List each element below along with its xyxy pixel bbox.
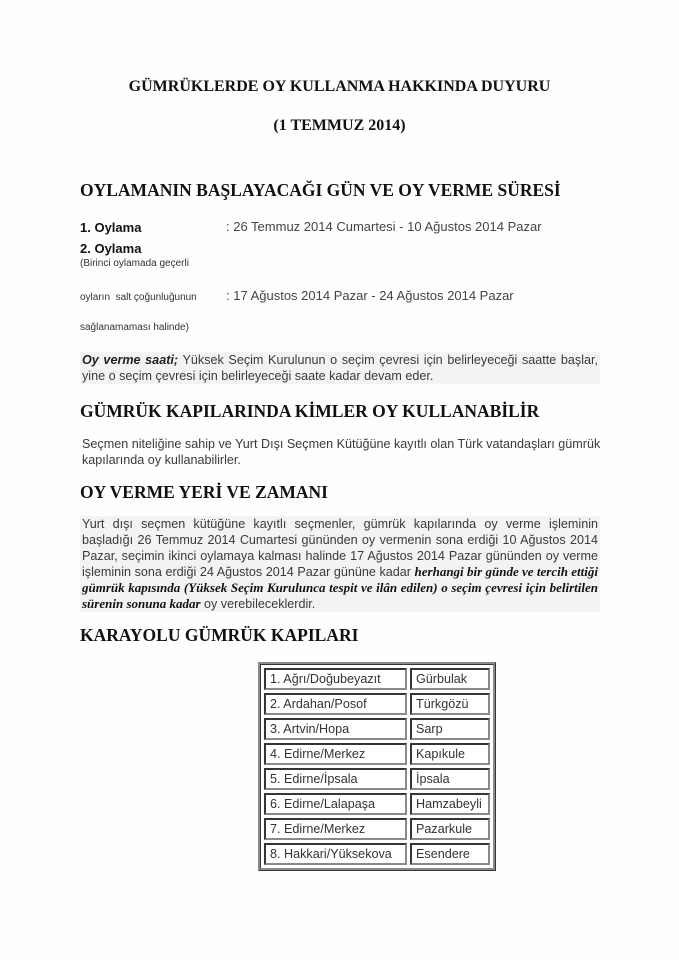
table-row [264,743,490,765]
road-gates-table [258,662,496,871]
place-time-emphasis: herhangi bir günde ve tercih ettiği gümrük kapısında (Yüksek Seçim Kurulunca tespit ve ilân edilen) o seçim çevresi için belirtilen sürenin sonuna kadar [82,564,598,611]
second-round-dates: : 17 Ağustos 2014 Pazar - 24 Ağustos 2014 Pazar [226,288,514,303]
gate-name-cell: Kapıkule [410,743,490,765]
voting-hours-text: Yüksek Seçim Kurulunun o seçim çevresi için belirleyeceği saatte başlar, yine o seçim çevresi için belirleyeceği saate kadar devam eder. [82,353,599,383]
document-title: GÜMRÜKLERDE OY KULLANMA HAKKINDA DUYURU [128,78,551,95]
gate-location-cell: 1. Ağrı/Doğubeyazıt [264,668,407,690]
gate-name-cell: Pazarkule [410,818,490,840]
document-date: (1 TEMMUZ 2014) [273,117,406,134]
table-row [264,818,490,840]
heading-who-can-vote: GÜMRÜK KAPILARINDA KİMLER OY KULLANABİLİR [80,401,540,421]
road-gates-table-body [264,668,490,865]
table-row [264,693,490,715]
voting-hours-emphasis: Oy verme saati; [82,353,179,367]
table-row [264,768,490,790]
gate-location-cell: 7. Edirne/Merkez [264,818,407,840]
place-time-paragraph [80,516,600,612]
first-round-label: 1. Oylama [80,220,142,235]
gate-location-cell: 5. Edirne/İpsala [264,768,407,790]
gate-name-cell: İpsala [410,768,490,790]
table-row [264,718,490,740]
gate-name-cell: Esendere [410,843,490,865]
second-round-note-1: (Birinci oylamada geçerli [80,258,189,269]
gate-location-cell: 6. Edirne/Lalapaşa [264,793,407,815]
gate-location-cell: 3. Artvin/Hopa [264,718,407,740]
place-time-text-before: Yurt dışı seçmen kütüğüne kayıtlı seçmenler, gümrük kapılarında oy verme işleminin başladığı 26 Temmuz 2014 Cumartesi gününden oy vermenin sona erdiği 10 Ağustos 2014 Pazar, seçimin ikinci oylamaya kalması halinde 17 Ağustos 2014 Pazar gününden oy verme işleminin sona erdiği 24 Ağustos 2014 Pazar gününe kadar [82,517,598,579]
place-time-text-after: oy verebileceklerdir. [200,597,316,611]
heading-place-time: OY VERME YERİ VE ZAMANI [80,482,328,502]
table-row [264,793,490,815]
gate-location-cell: 4. Edirne/Merkez [264,743,407,765]
gate-name-cell: Sarp [410,718,490,740]
gate-name-cell: Gürbulak [410,668,490,690]
second-round-note-3: sağlanamaması halinde) [80,322,189,333]
gate-location-cell: 8. Hakkari/Yüksekova [264,843,407,865]
who-can-vote-paragraph: Seçmen niteliğine sahip ve Yurt Dışı Seçmen Kütüğüne kayıtlı olan Türk vatandaşları gümrük kapılarında oy kullanabilirler. [82,437,601,467]
gate-name-cell: Hamzabeyli [410,793,490,815]
voting-hours-paragraph [80,352,600,384]
first-round-dates: : 26 Temmuz 2014 Cumartesi - 10 Ağustos 2014 Pazar [226,219,542,234]
second-round-note-2: oyların salt çoğunluğunun [80,292,197,303]
heading-voting-period: OYLAMANIN BAŞLAYACAĞI GÜN VE OY VERME SÜRESİ [80,180,561,200]
table-row [264,843,490,865]
gate-location-cell: 2. Ardahan/Posof [264,693,407,715]
second-round-label: 2. Oylama [80,241,142,256]
heading-road-gates: KARAYOLU GÜMRÜK KAPILARI [80,625,359,645]
gate-name-cell: Türkgözü [410,693,490,715]
table-row [264,668,490,690]
